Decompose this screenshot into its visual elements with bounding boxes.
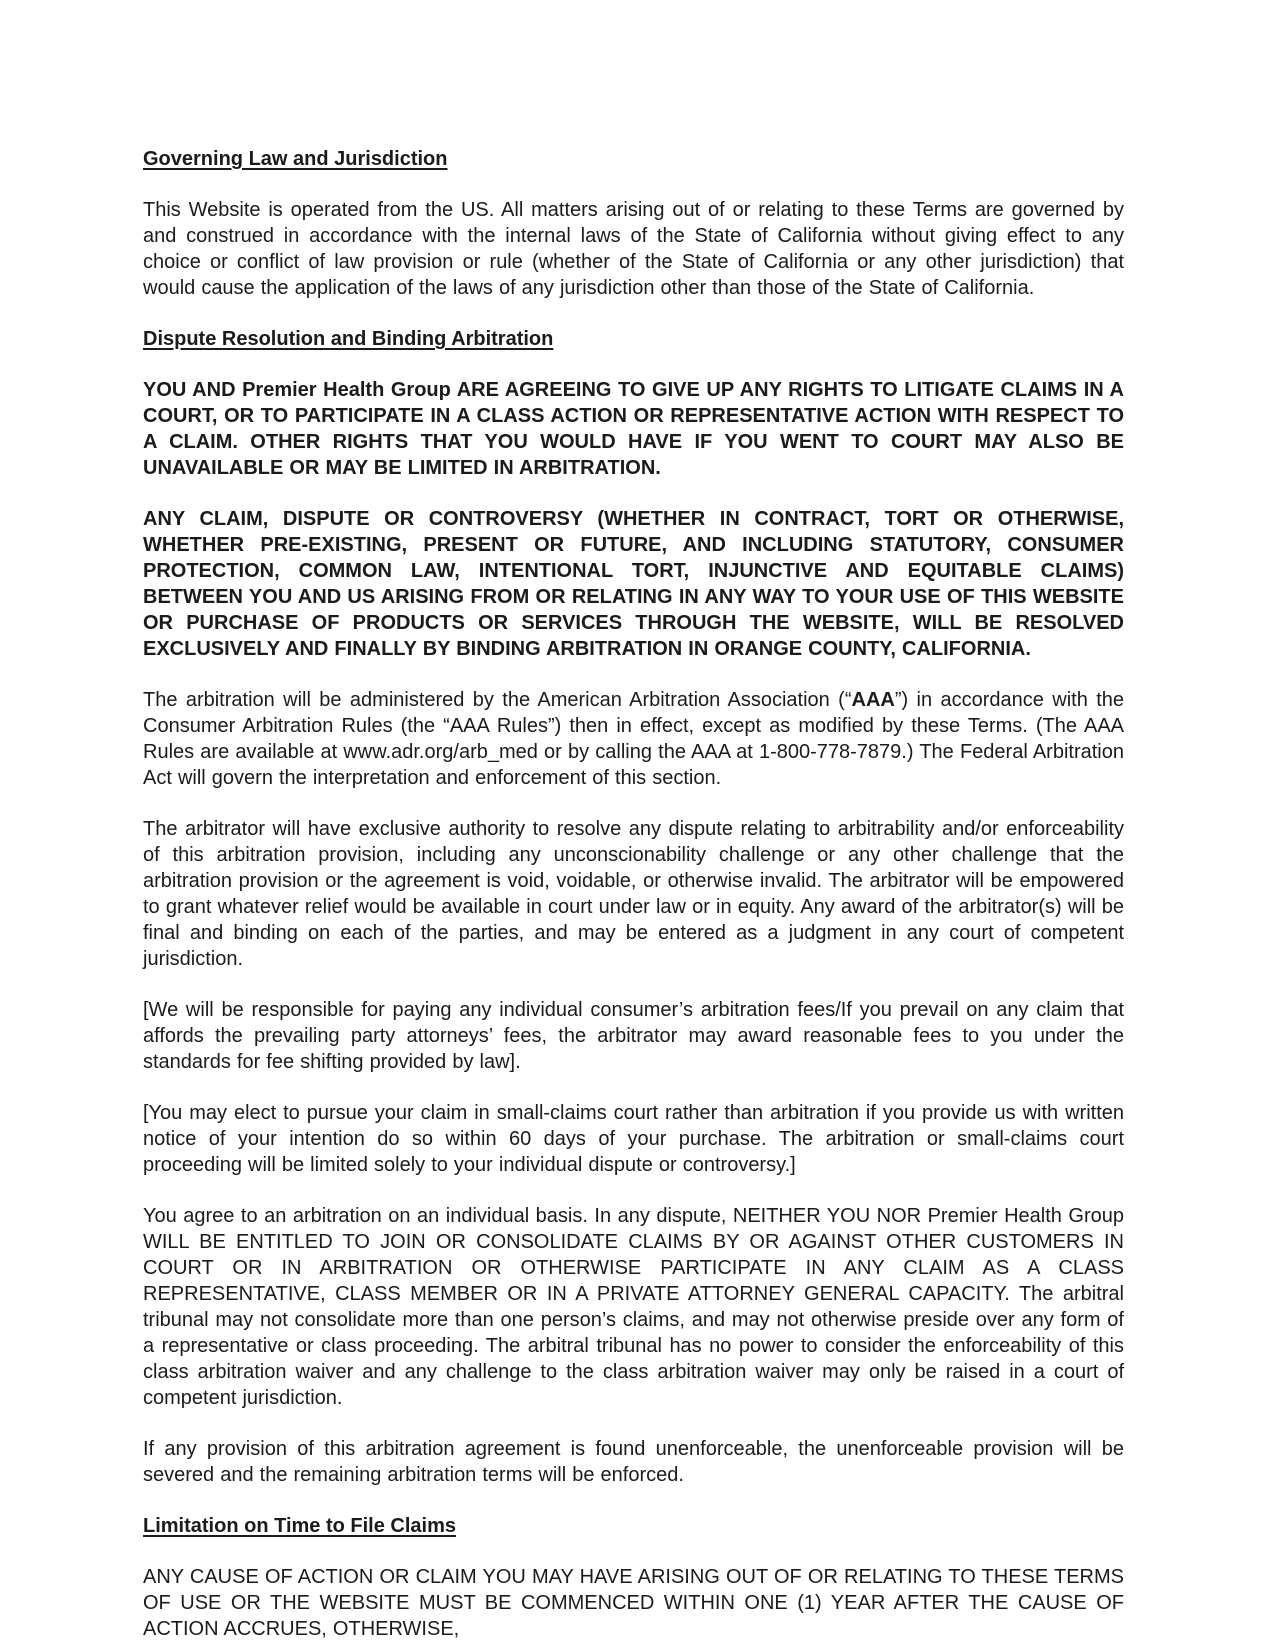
text-run: The arbitrator will have exclusive authority to resolve any dispute relating to arbitrability and/or enforceability of this arbitration provision, including any unconscionability challenge or any other challenge that the arbitration provision or the agreement is void, voidable, or otherwise invalid. The arbitrator will be empowered to grant whatever relief would be available in court under law or in equity. Any award of the arbitrator(s) will be final and binding on each of the parties, and may be entered as a judgment in any court of competent jurisdiction. [143,818,1124,970]
paragraph [143,506,1124,662]
text-run: If any provision of this arbitration agreement is found unenforceable, the unenforceable provision will be severed and the remaining arbitration terms will be enforced. [143,1438,1124,1486]
paragraph [143,197,1124,301]
text-run: [You may elect to pursue your claim in small-claims court rather than arbitration if you provide us with written notice of your intention do so within 60 days of your purchase. The arbitration or small-claims court proceeding will be limited solely to your individual dispute or controversy.] [143,1102,1124,1176]
text-run: The arbitration will be administered by the American Arbitration Association (“ [143,689,852,711]
text-run: ANY CAUSE OF ACTION OR CLAIM YOU MAY HAVE ARISING OUT OF OR RELATING TO THESE TERMS OF USE OR THE WEBSITE MUST BE COMMENCED WITHIN ONE (1) YEAR AFTER THE CAUSE OF ACTION ACCRUES, OTHERWISE, [143,1566,1124,1640]
text-run: YOU AND Premier Health Group ARE AGREEING TO GIVE UP ANY RIGHTS TO LITIGATE CLAIMS IN A COURT, OR TO PARTICIPATE IN A CLASS ACTION OR REPRESENTATIVE ACTION WITH RESPECT TO A CLAIM. OTHER RIGHTS THAT YOU WOULD HAVE IF YOU WENT TO COURT MAY ALSO BE UNAVAILABLE OR MAY BE LIMITED IN ARBITRATION. [143,379,1124,479]
text-run: Limitation on Time to File Claims [143,1515,456,1537]
text-run: ”) in accordance with the Consumer Arbitration Rules (the “AAA Rules”) then in effect, except as modified by these Terms. (The AAA Rules are available at www.adr.org/arb_med or by calling the AAA at 1-800-778-7879.) The Federal Arbitration Act will govern the interpretation and enforcement of this section. [143,689,1124,789]
paragraph [143,1564,1124,1642]
text-run: [We will be responsible for paying any individual consumer’s arbitration fees/If you prevail on any claim that affords the prevailing party attorneys’ fees, the arbitrator may award reasonable fees to you under the standards for fee shifting provided by law]. [143,999,1124,1073]
paragraph [143,1100,1124,1178]
paragraph [143,1203,1124,1411]
text-run: ANY CLAIM, DISPUTE OR CONTROVERSY (WHETHER IN CONTRACT, TORT OR OTHERWISE, WHETHER PRE-EXISTING, PRESENT OR FUTURE, AND INCLUDING STATUTORY, CONSUMER PROTECTION, COMMON LAW, INTENTIONAL TORT, INJUNCTIVE AND EQUITABLE CLAIMS) BETWEEN YOU AND US ARISING FROM OR RELATING IN ANY WAY TO YOUR USE OF THIS WEBSITE OR PURCHASE OF PRODUCTS OR SERVICES THROUGH THE WEBSITE, WILL BE RESOLVED EXCLUSIVELY AND FINALLY BY BINDING ARBITRATION IN ORANGE COUNTY, CALIFORNIA. [143,508,1124,660]
section-heading [143,1513,1124,1539]
paragraph [143,816,1124,972]
section-heading [143,326,1124,352]
paragraph [143,997,1124,1075]
document-body [143,146,1124,1642]
text-run: You agree to an arbitration on an individual basis. In any dispute, NEITHER YOU NOR Premier Health Group WILL BE ENTITLED TO JOIN OR CONSOLIDATE CLAIMS BY OR AGAINST OTHER CUSTOMERS IN COURT OR IN ARBITRATION OR OTHERWISE PARTICIPATE IN ANY CLAIM AS A CLASS REPRESENTATIVE, CLASS MEMBER OR IN A PRIVATE ATTORNEY GENERAL CAPACITY. The arbitral tribunal may not consolidate more than one person’s claims, and may not otherwise preside over any form of a representative or class proceeding. The arbitral tribunal has no power to consider the enforceability of this class arbitration waiver and any challenge to the class arbitration waiver may only be raised in a court of competent jurisdiction. [143,1205,1124,1409]
paragraph [143,1436,1124,1488]
text-run: Governing Law and Jurisdiction [143,148,448,170]
text-run: Dispute Resolution and Binding Arbitration [143,328,554,350]
paragraph [143,377,1124,481]
section-heading [143,146,1124,172]
text-run-bold: AAA [851,689,895,711]
paragraph [143,687,1124,791]
text-run: This Website is operated from the US. All matters arising out of or relating to these Terms are governed by and construed in accordance with the internal laws of the State of California without giving effect to any choice or conflict of law provision or rule (whether of the State of California or any other jurisdiction) that would cause the application of the laws of any jurisdiction other than those of the State of California. [143,199,1124,299]
